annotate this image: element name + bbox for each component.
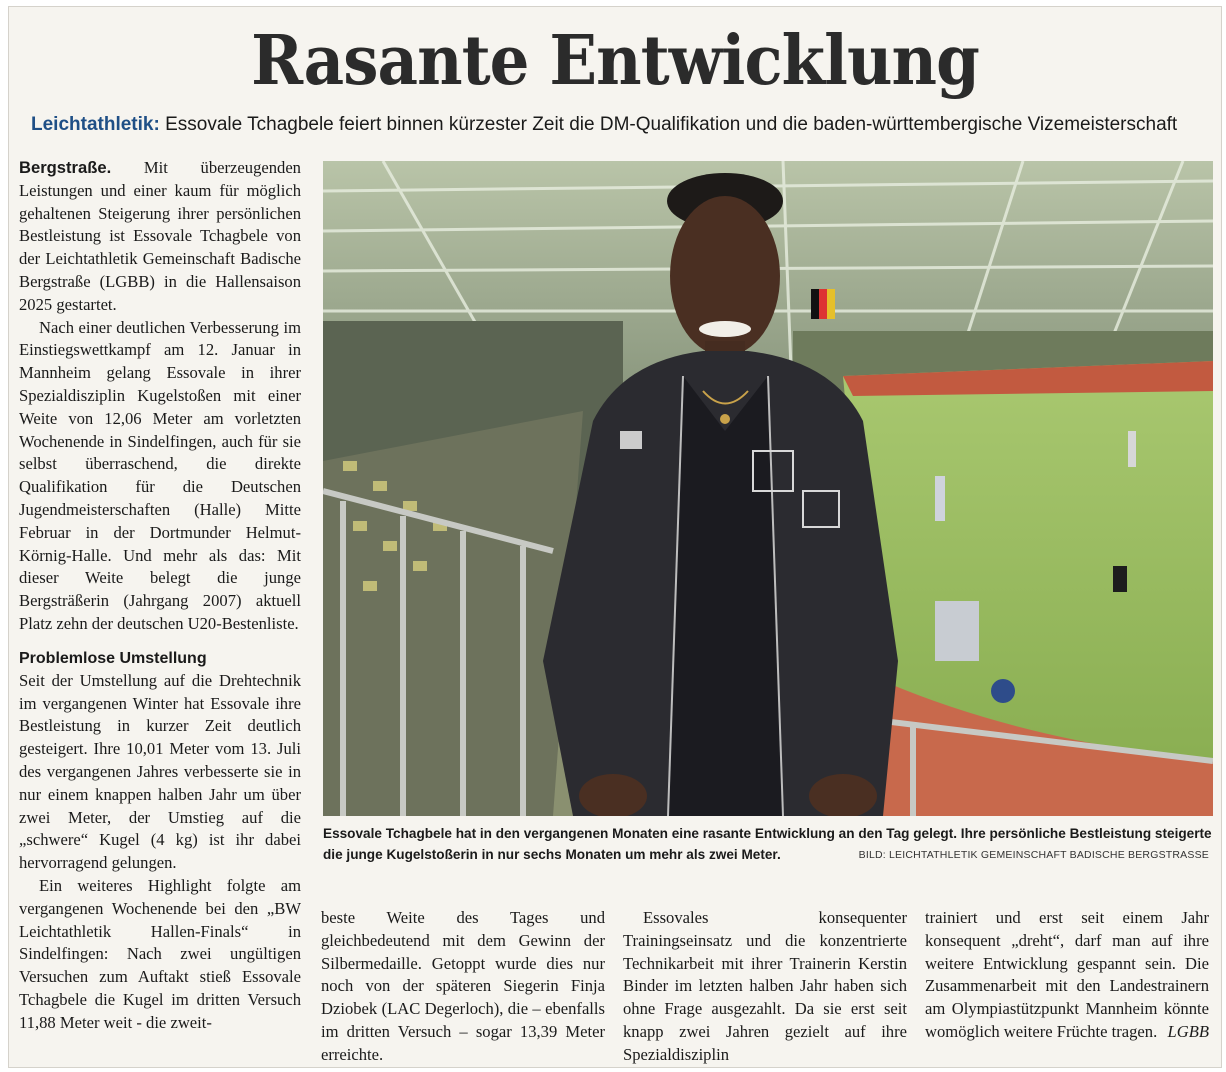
headline: Rasante Entwicklung [251,21,979,101]
author-signature: LGBB [1167,1021,1209,1041]
subhead: Problemlose Umstellung [19,649,207,667]
dateline: Bergstraße. [19,158,112,177]
article-column-1 [19,157,301,1034]
kicker-label: Leichtathletik: [31,114,160,135]
photo-credit: BILD: LEICHTATHLETIK GEMEINSCHAFT BADISCHE BERGSTRASSE [858,849,1209,861]
subheadline [31,111,1221,139]
article-column-4 [925,907,1209,1044]
paragraph-1-text: Mit überzeugenden Leistungen und einer kaum für möglich gehaltenen Steigerung ihrer persönlichen Bestleistung ist Essovale Tchagbele von der Leichtathletik Gemeinschaft Badische Bergstraße (LGBB) in die Hallensaison 2025 gestartet. [19,158,301,314]
photo-illustration [323,161,1213,816]
newspaper-page [8,6,1222,1068]
paragraph-2: Nach einer deutlichen Verbesserung im Einstiegswettkampf am 12. Januar in Mannheim gelang Essovale in ihrer Spezialdisziplin Kugelstoßen mit einer Weite von 12,06 Meter am vorletzten Wochenende in Sindelfingen, auch für sie selbst überraschend, die direkte Qualifikation für die Deutschen Jugendmeisterschaften (Halle) Mitte Februar in der Dortmunder Helmut-Körnig-Halle. Und mehr als das: Mit dieser Weite belegt die junge Bergsträßerin (Jahrgang 2007) aktuell Platz zehn der deutschen U20-Bestenliste. [19,317,301,633]
article-column-3 [623,907,907,1067]
photo-caption: Essovale Tchagbele hat in den vergangenen Monaten eine rasante Entwicklung an den Tag gelegt. Ihre persönliche Bestleistung steigerte die junge Kugelstoßerin in nur sechs Monaten um mehr als zwei Meter. [323,826,1212,862]
athlete-photo [323,161,1213,816]
paragraph-4: Ein weiteres Highlight folgte am vergangenen Wochenende bei den „BW Leichtathletik Hallen-Finals“ in Sindelfingen: Nach zwei ungültigen Versuchen zum Auftakt stieß Essovale Tchagbele die Kugel im dritten Versuch 11,88 Meter weit - die zweit- [19,875,301,1032]
subheadline-text: Essovale Tchagbele feiert binnen kürzester Zeit die DM-Qualifikation und die baden-württembergische Vizemeisterschaft [165,114,1178,135]
paragraph-3: Seit der Umstellung auf die Drehtechnik im vergangenen Winter hat Essovale ihre Bestleistung in kurzer Zeit deutlich gesteigert. Ihre 10,01 Meter vom 13. Juli des vergangenen Jahres verbesserte sie in nur einem knappen halben Jahr um über zwei Meter, der Umstieg auf die „schwere“ Kugel (4 kg) ist ihr dabei hervorragend gelungen. [19,670,301,873]
paragraph-7-text: trainiert und erst seit einem Jahr konsequent „dreht“, darf man auf ihre weitere Entwicklung gespannt sein. Die Zusammenarbeit mit den Landestrainern am Olympiastützpunkt Mannheim könnte womöglich weitere Früchte tragen. [925,908,1209,1041]
article-column-2 [321,907,605,1067]
paragraph-5: beste Weite des Tages und gleichbedeutend mit dem Gewinn der Silbermedaille. Getoppt wurde dies nur noch von der späteren Siegerin Finja Dziobek (LAC Degerloch), die – ebenfalls im dritten Versuch – sogar 13,39 Meter erreichte. [321,908,605,1064]
paragraph-1 [19,157,301,317]
paragraph-7 [925,907,1209,1044]
paragraph-6: Essovales konsequenter Trainingseinsatz und die konzentrierte Technikarbeit mit ihrer Trainerin Kerstin Binder im letzten halben Jahr haben sich ohne Frage ausgezahlt. Da sie erst seit knapp zwei Jahren gezielt auf ihre Spezialdisziplin [623,908,907,1064]
